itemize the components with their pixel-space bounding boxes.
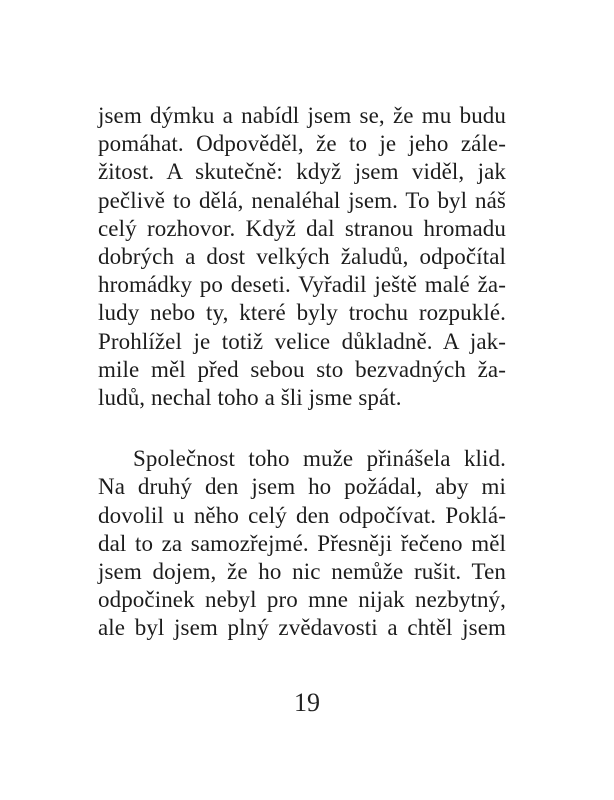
- text-line: dobrých a dost velkých žaludů, odpočítal: [98, 244, 506, 270]
- text-line: pomáhat. Odpověděl, že to je jeho zále-: [98, 131, 506, 157]
- text-line: mile měl před sebou sto bezvadných ža-: [98, 356, 506, 382]
- text-line: odpočinek nebyl pro mne nijak nezbytný,: [98, 587, 506, 613]
- text-line: Společnost toho muže přinášela klid.: [133, 446, 506, 472]
- text-line: Na druhý den jsem ho požádal, aby mi: [98, 474, 506, 500]
- text-line: pečlivě to dělá, nenaléhal jsem. To byl náš: [98, 187, 506, 213]
- text-line: ale byl jsem plný zvědavosti a chtěl jsem: [98, 615, 506, 641]
- page-number: 19: [294, 688, 320, 717]
- text-line: jsem dýmku a nabídl jsem se, že mu budu: [98, 103, 506, 128]
- text-line: dovolil u něho celý den odpočívat. Poklá-: [98, 502, 506, 528]
- text-line: ludů, nechal toho a šli jsme spát.: [98, 385, 402, 411]
- text-line: dal to za samozřejmé. Přesněji řečeno měl: [98, 530, 506, 556]
- text-line: ludy nebo ty, které byly trochu rozpuklé.: [98, 300, 506, 326]
- text-line: žitost. A skutečně: když jsem viděl, jak: [98, 159, 506, 185]
- text-line: hromádky po deseti. Vyřadil ještě malé ža-: [98, 272, 506, 298]
- text-line: celý rozhovor. Když dal stranou hromadu: [98, 215, 506, 241]
- text-line: jsem dojem, že ho nic nemůže rušit. Ten: [98, 559, 506, 585]
- text-line: Prohlížel je totiž velice důkladně. A jak-: [98, 328, 506, 354]
- paragraph: [98, 102, 506, 412]
- paragraph: [98, 445, 506, 642]
- text-block: [98, 102, 506, 643]
